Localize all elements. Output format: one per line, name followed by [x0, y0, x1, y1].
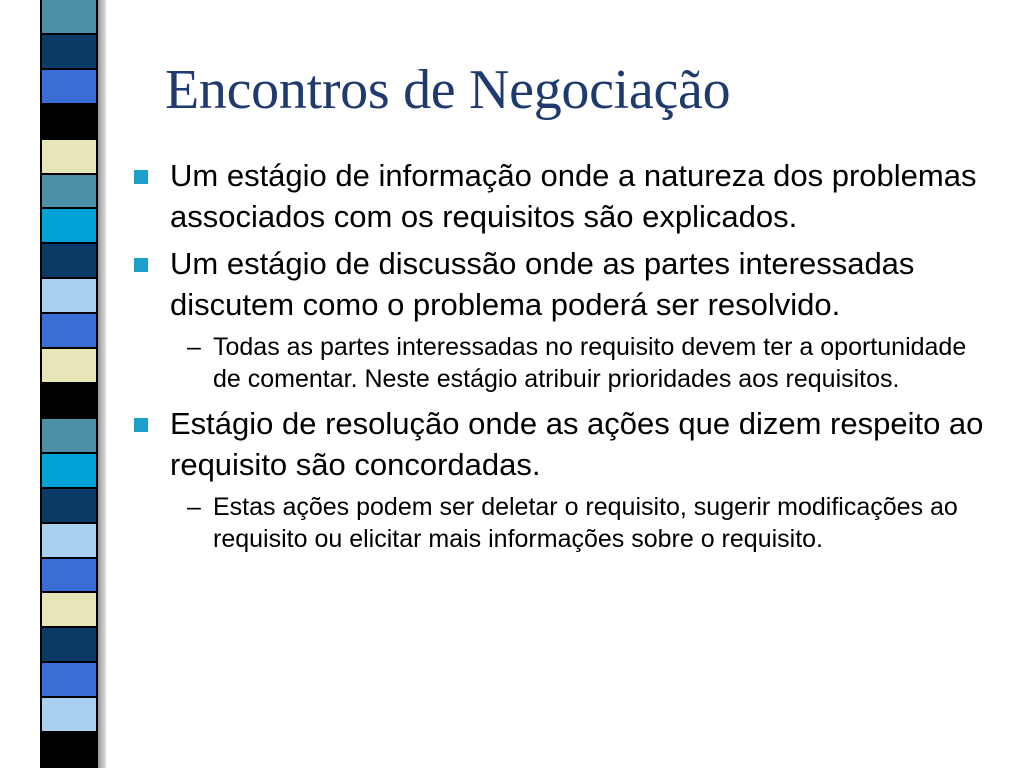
stripe-segment [42, 244, 96, 279]
stripe-segment [42, 419, 96, 454]
bullet-item [130, 243, 1000, 325]
stripe-segment [42, 593, 96, 628]
stripe-segment [42, 35, 96, 70]
stripe-segment [42, 524, 96, 559]
stripe-segment [42, 489, 96, 524]
dash-bullet-icon: – [187, 493, 201, 521]
square-bullet-icon [134, 258, 148, 272]
square-bullet-icon [134, 418, 148, 432]
stripe-segment [42, 454, 96, 489]
stripe-segment [42, 209, 96, 244]
square-bullet-icon [134, 170, 148, 184]
bullet-text: Estágio de resolução onde as ações que dizem respeito ao requisito são concordadas. [170, 406, 984, 482]
dash-bullet-icon: – [187, 333, 201, 361]
stripe-segment [42, 140, 96, 175]
bullet-item [130, 403, 1000, 485]
stripe-segment [42, 349, 96, 384]
sub-bullet-text: Estas ações podem ser deletar o requisito, sugerir modificações ao requisito ou elicitar mais informações sobre o requisito. [213, 493, 958, 553]
sub-bullet-item [130, 331, 1000, 395]
slide-content [130, 155, 1000, 563]
sub-bullet-item [130, 491, 1000, 555]
stripe-segment [42, 559, 96, 594]
stripe-segment [42, 105, 96, 140]
bullet-text: Um estágio de discussão onde as partes interessadas discutem como o problema poderá ser resolvido. [170, 246, 915, 322]
slide-title: Encontros de Negociação [165, 59, 731, 121]
bullet-text: Um estágio de informação onde a natureza dos problemas associados com os requisitos são explicados. [170, 158, 977, 234]
sub-bullet-text: Todas as partes interessadas no requisito devem ter a oportunidade de comentar. Neste estágio atribuir prioridades aos requisitos. [213, 333, 967, 393]
stripe-segment [42, 175, 96, 210]
decorative-stripe-bar [40, 0, 98, 768]
stripe-segment [42, 384, 96, 419]
stripe-segment [42, 70, 96, 105]
stripe-segment [42, 663, 96, 698]
stripe-segment [42, 314, 96, 349]
stripe-segment [42, 628, 96, 663]
stripe-segment [42, 698, 96, 733]
stripe-segment [42, 0, 96, 35]
stripe-shadow [98, 0, 106, 768]
stripe-segment [42, 279, 96, 314]
stripe-segment [42, 733, 96, 768]
bullet-item [130, 155, 1000, 237]
